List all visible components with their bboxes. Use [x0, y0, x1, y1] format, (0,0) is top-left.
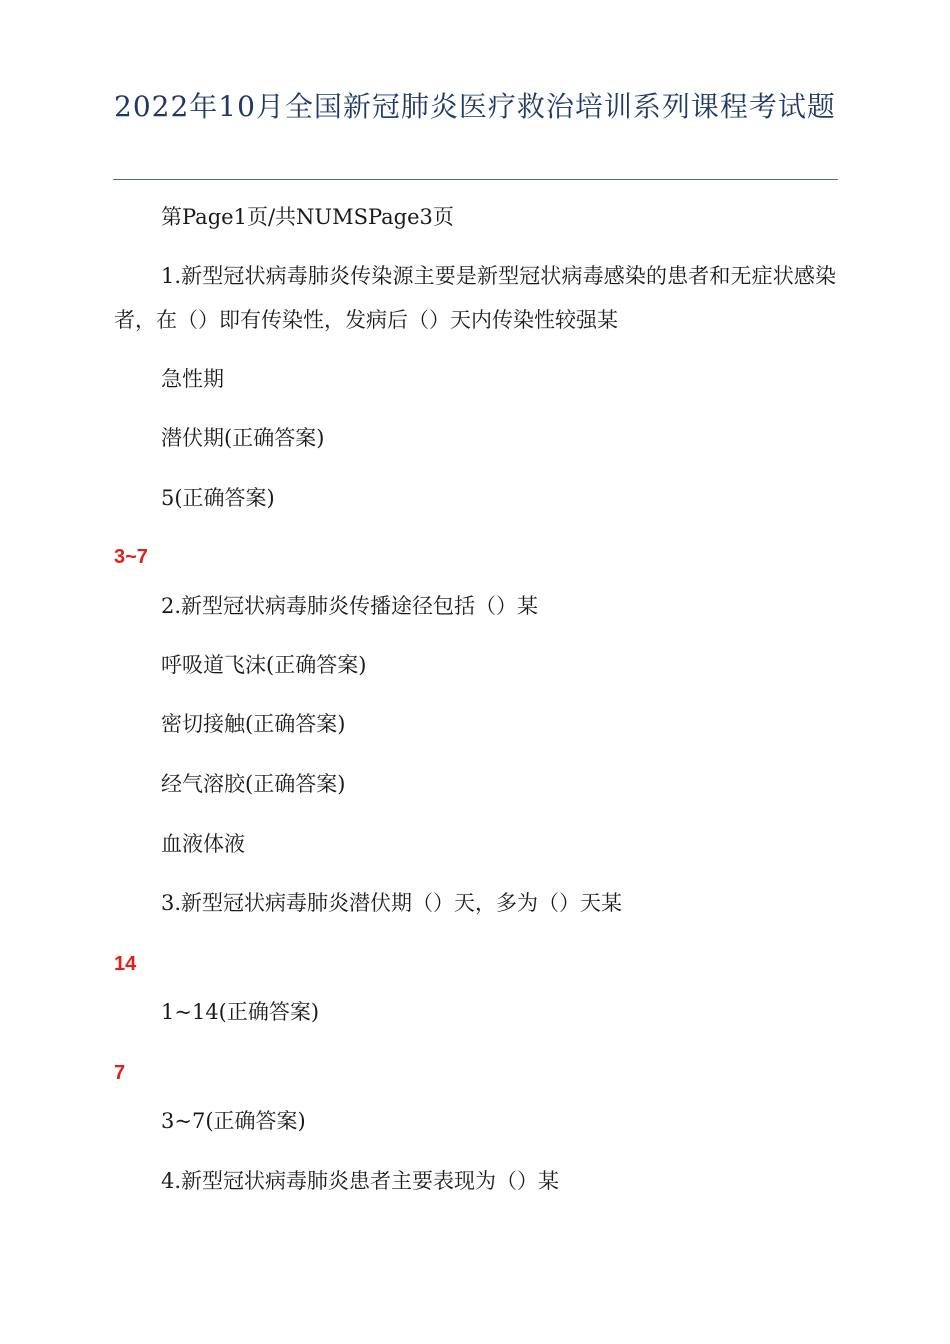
- page-info: 第Page1页/共NUMSPage3页: [161, 205, 454, 229]
- question-4-text: 4.新型冠状病毒肺炎患者主要表现为（）某: [161, 1169, 560, 1193]
- question-1-option-1: 急性期: [161, 367, 224, 391]
- title-divider: [113, 179, 838, 180]
- question-1-text: 1.新型冠状病毒肺炎传染源主要是新型冠状病毒感染的患者和无症状感染者，在（）即有传染性，发病后（）天内传染性较强某: [114, 264, 836, 332]
- question-2-option-2: 密切接触(正确答案): [161, 712, 346, 736]
- question-3-red-marker-b: 7: [114, 1062, 126, 1084]
- question-1-option-2: 潜伏期(正确答案): [161, 426, 325, 450]
- question-2-option-4: 血液体液: [161, 832, 245, 856]
- question-2-text: 2.新型冠状病毒肺炎传播途径包括（）某: [161, 594, 539, 618]
- question-3-text: 3.新型冠状病毒肺炎潜伏期（）天，多为（）天某: [161, 891, 623, 915]
- question-2-option-3: 经气溶胶(正确答案): [161, 772, 346, 796]
- question-3-red-marker-a: 14: [114, 953, 137, 975]
- document-title: 2022年10月全国新冠肺炎医疗救治培训系列课程考试题: [114, 90, 836, 123]
- question-3-option-a: 1~14(正确答案): [161, 1000, 320, 1024]
- question-1-red-marker: 3~7: [114, 546, 148, 568]
- question-3-option-b: 3~7(正确答案): [161, 1109, 306, 1133]
- question-1-option-3: 5(正确答案): [161, 486, 275, 510]
- question-2-option-1: 呼吸道飞沫(正确答案): [161, 653, 367, 677]
